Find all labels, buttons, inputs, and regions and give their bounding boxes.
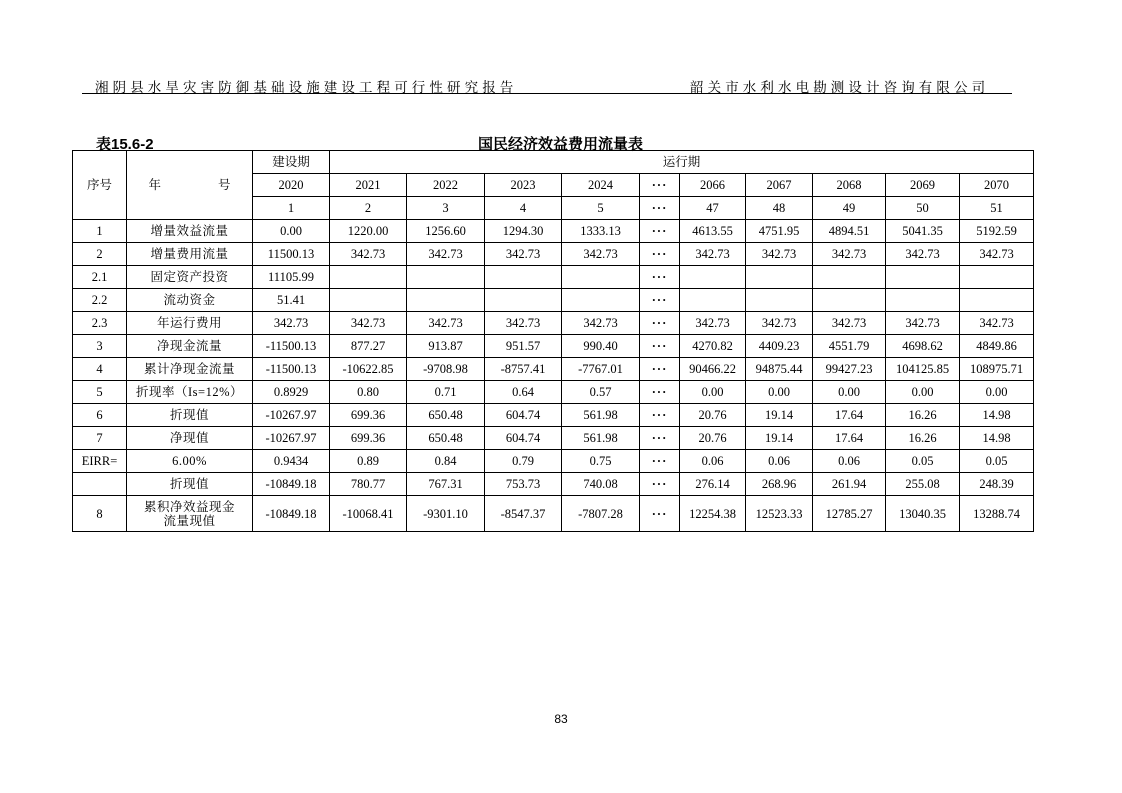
value-cell: 17.64 [813,427,886,450]
value-cell: 0.9434 [253,450,330,473]
table-title: 国民经济效益费用流量表 [478,135,644,153]
year-header-char-1: 年 [148,178,162,192]
row-seq-cell [73,473,127,496]
ellipsis-cell: ··· [640,381,680,404]
year-cell: 2023 [485,174,562,197]
value-cell [813,289,886,312]
value-cell: 342.73 [485,243,562,266]
value-cell: 342.73 [330,312,407,335]
document-header-title: 湘阴县水旱灾害防御基础设施建设工程可行性研究报告 [95,80,518,95]
period-cell: 50 [886,197,960,220]
value-cell: 342.73 [330,243,407,266]
table-body [73,151,1034,532]
value-cell: 1256.60 [407,220,485,243]
value-cell: 877.27 [330,335,407,358]
value-cell: 4409.23 [746,335,813,358]
value-cell: 11105.99 [253,266,330,289]
row-label-cell: 净现值 [127,427,253,450]
row-seq-cell: 2.1 [73,266,127,289]
value-cell: 248.39 [960,473,1034,496]
year-cell: 2020 [253,174,330,197]
header-row-period [73,151,1034,174]
value-cell [886,289,960,312]
value-cell: 767.31 [407,473,485,496]
ellipsis-cell: ··· [640,335,680,358]
year-cell: 2024 [562,174,640,197]
period-cell: 5 [562,197,640,220]
year-cell: 2067 [746,174,813,197]
table-row [73,473,1034,496]
value-cell [330,289,407,312]
table-row [73,450,1034,473]
value-cell [407,266,485,289]
construction-period-header: 建设期 [253,151,330,174]
value-cell: -10622.85 [330,358,407,381]
year-header [127,151,253,220]
value-cell: 0.57 [562,381,640,404]
value-cell: 913.87 [407,335,485,358]
row-seq-cell: 2 [73,243,127,266]
value-cell: 11500.13 [253,243,330,266]
value-cell [485,289,562,312]
value-cell: 342.73 [886,243,960,266]
value-cell: 17.64 [813,404,886,427]
value-cell: 342.73 [886,312,960,335]
value-cell: 0.80 [330,381,407,404]
value-cell: 951.57 [485,335,562,358]
value-cell: -8757.41 [485,358,562,381]
value-cell: 699.36 [330,427,407,450]
value-cell: 342.73 [485,312,562,335]
value-cell [680,289,746,312]
table-number: 表15.6-2 [96,136,154,153]
value-cell: 19.14 [746,427,813,450]
table-row [73,289,1034,312]
table-row [73,427,1034,450]
value-cell: 0.00 [813,381,886,404]
ellipsis-cell: ··· [640,473,680,496]
value-cell: 740.08 [562,473,640,496]
value-cell: 604.74 [485,427,562,450]
value-cell: 342.73 [746,243,813,266]
ellipsis-cell: ··· [640,174,680,197]
ellipsis-cell: ··· [640,266,680,289]
value-cell: 0.00 [253,220,330,243]
value-cell: 0.00 [886,381,960,404]
value-cell: 12785.27 [813,496,886,532]
value-cell: -10849.18 [253,496,330,532]
value-cell: 342.73 [960,312,1034,335]
ellipsis-cell: ··· [640,312,680,335]
value-cell: 5192.59 [960,220,1034,243]
value-cell: 4270.82 [680,335,746,358]
value-cell [680,266,746,289]
value-cell: 604.74 [485,404,562,427]
table-row [73,312,1034,335]
value-cell [813,266,886,289]
row-label-cell: 流动资金 [127,289,253,312]
year-cell: 2068 [813,174,886,197]
value-cell: 342.73 [253,312,330,335]
row-label-line-1: 累积净效益现金 [143,499,235,514]
ellipsis-cell: ··· [640,496,680,532]
value-cell: -10267.97 [253,427,330,450]
value-cell: 104125.85 [886,358,960,381]
ellipsis-cell: ··· [640,289,680,312]
value-cell: 753.73 [485,473,562,496]
document-header-company: 韶关市水利水电勘测设计咨询有限公司 [690,80,990,95]
value-cell [407,289,485,312]
row-label-cell: 折现值 [127,404,253,427]
value-cell: 20.76 [680,427,746,450]
value-cell: 1333.13 [562,220,640,243]
value-cell: -10267.97 [253,404,330,427]
value-cell: 342.73 [407,312,485,335]
value-cell: 0.64 [485,381,562,404]
value-cell: 0.05 [886,450,960,473]
year-header-text [149,178,231,192]
value-cell: 14.98 [960,404,1034,427]
value-cell: 342.73 [960,243,1034,266]
ellipsis-cell: ··· [640,404,680,427]
year-cell: 2066 [680,174,746,197]
value-cell [562,266,640,289]
value-cell: 16.26 [886,427,960,450]
period-cell: 3 [407,197,485,220]
value-cell: -10068.41 [330,496,407,532]
ellipsis-cell: ··· [640,243,680,266]
value-cell: 14.98 [960,427,1034,450]
row-seq-cell: 4 [73,358,127,381]
value-cell: 12254.38 [680,496,746,532]
table-row [73,266,1034,289]
cash-flow-table [72,150,1034,532]
value-cell: 90466.22 [680,358,746,381]
row-label-cell: 固定资产投资 [127,266,253,289]
value-cell: 94875.44 [746,358,813,381]
value-cell: 342.73 [746,312,813,335]
value-cell: 12523.33 [746,496,813,532]
value-cell [960,266,1034,289]
period-cell: 2 [330,197,407,220]
ellipsis-cell: ··· [640,220,680,243]
value-cell: 561.98 [562,404,640,427]
seq-header: 序号 [73,151,127,220]
period-cell: 1 [253,197,330,220]
year-cell: 2022 [407,174,485,197]
value-cell: 0.75 [562,450,640,473]
value-cell: 0.00 [960,381,1034,404]
value-cell: 51.41 [253,289,330,312]
value-cell [746,266,813,289]
value-cell: 342.73 [562,243,640,266]
value-cell: 20.76 [680,404,746,427]
table-row [73,220,1034,243]
value-cell: 699.36 [330,404,407,427]
value-cell: 342.73 [680,243,746,266]
value-cell: -8547.37 [485,496,562,532]
table-row [73,381,1034,404]
value-cell: 1294.30 [485,220,562,243]
value-cell: 268.96 [746,473,813,496]
row-seq-cell: 8 [73,496,127,532]
value-cell: 0.84 [407,450,485,473]
value-cell [746,289,813,312]
value-cell: 780.77 [330,473,407,496]
year-header-char-2: 号 [217,178,231,192]
value-cell [562,289,640,312]
year-cell: 2069 [886,174,960,197]
value-cell: 4698.62 [886,335,960,358]
value-cell: 4613.55 [680,220,746,243]
period-cell: 48 [746,197,813,220]
table-row [73,335,1034,358]
year-cell: 2070 [960,174,1034,197]
value-cell: 4551.79 [813,335,886,358]
table-row [73,243,1034,266]
row-label-cell: 增量费用流量 [127,243,253,266]
row-label-cell: 净现金流量 [127,335,253,358]
value-cell: 261.94 [813,473,886,496]
table-row [73,496,1034,532]
row-label-cell [127,496,253,532]
value-cell: 0.06 [746,450,813,473]
row-label-cell: 6.00% [127,450,253,473]
value-cell: 0.89 [330,450,407,473]
value-cell: 13288.74 [960,496,1034,532]
row-seq-cell: 6 [73,404,127,427]
page-number: 83 [554,712,568,726]
period-cell: 47 [680,197,746,220]
row-label-cell: 年运行费用 [127,312,253,335]
value-cell: 0.00 [746,381,813,404]
row-seq-cell: EIRR= [73,450,127,473]
period-cell: 51 [960,197,1034,220]
row-seq-cell: 1 [73,220,127,243]
value-cell: 4894.51 [813,220,886,243]
value-cell: 4751.95 [746,220,813,243]
value-cell: 99427.23 [813,358,886,381]
year-cell: 2021 [330,174,407,197]
value-cell: 4849.86 [960,335,1034,358]
value-cell: 0.79 [485,450,562,473]
ellipsis-cell: ··· [640,197,680,220]
operation-period-header: 运行期 [330,151,1034,174]
value-cell: 342.73 [407,243,485,266]
value-cell: 16.26 [886,404,960,427]
value-cell [485,266,562,289]
header-divider [82,93,1012,94]
period-cell: 4 [485,197,562,220]
row-label-cell: 增量效益流量 [127,220,253,243]
value-cell: -10849.18 [253,473,330,496]
row-seq-cell: 7 [73,427,127,450]
table-row [73,358,1034,381]
ellipsis-cell: ··· [640,450,680,473]
value-cell: 108975.71 [960,358,1034,381]
value-cell: 0.00 [680,381,746,404]
ellipsis-cell: ··· [640,427,680,450]
value-cell: 0.06 [680,450,746,473]
value-cell: 276.14 [680,473,746,496]
value-cell: -11500.13 [253,335,330,358]
value-cell: 5041.35 [886,220,960,243]
row-label-cell: 折现值 [127,473,253,496]
row-label-cell: 折现率（Is=12%） [127,381,253,404]
value-cell: -9708.98 [407,358,485,381]
value-cell: 342.73 [813,312,886,335]
value-cell [960,289,1034,312]
value-cell: 650.48 [407,427,485,450]
row-label-line-2: 流量现值 [163,513,216,528]
value-cell: 342.73 [680,312,746,335]
value-cell: 0.8929 [253,381,330,404]
value-cell: 561.98 [562,427,640,450]
period-cell: 49 [813,197,886,220]
value-cell: -9301.10 [407,496,485,532]
value-cell: 0.06 [813,450,886,473]
value-cell: 13040.35 [886,496,960,532]
row-seq-cell: 2.2 [73,289,127,312]
value-cell: 0.05 [960,450,1034,473]
row-seq-cell: 5 [73,381,127,404]
value-cell: 19.14 [746,404,813,427]
value-cell [886,266,960,289]
value-cell: 1220.00 [330,220,407,243]
value-cell [330,266,407,289]
row-seq-cell: 3 [73,335,127,358]
value-cell: 342.73 [813,243,886,266]
row-label-cell: 累计净现金流量 [127,358,253,381]
value-cell: 255.08 [886,473,960,496]
value-cell: -7767.01 [562,358,640,381]
value-cell: 650.48 [407,404,485,427]
value-cell: -7807.28 [562,496,640,532]
value-cell: 990.40 [562,335,640,358]
row-seq-cell: 2.3 [73,312,127,335]
value-cell: 0.71 [407,381,485,404]
value-cell: 342.73 [562,312,640,335]
value-cell: -11500.13 [253,358,330,381]
table-row [73,404,1034,427]
ellipsis-cell: ··· [640,358,680,381]
